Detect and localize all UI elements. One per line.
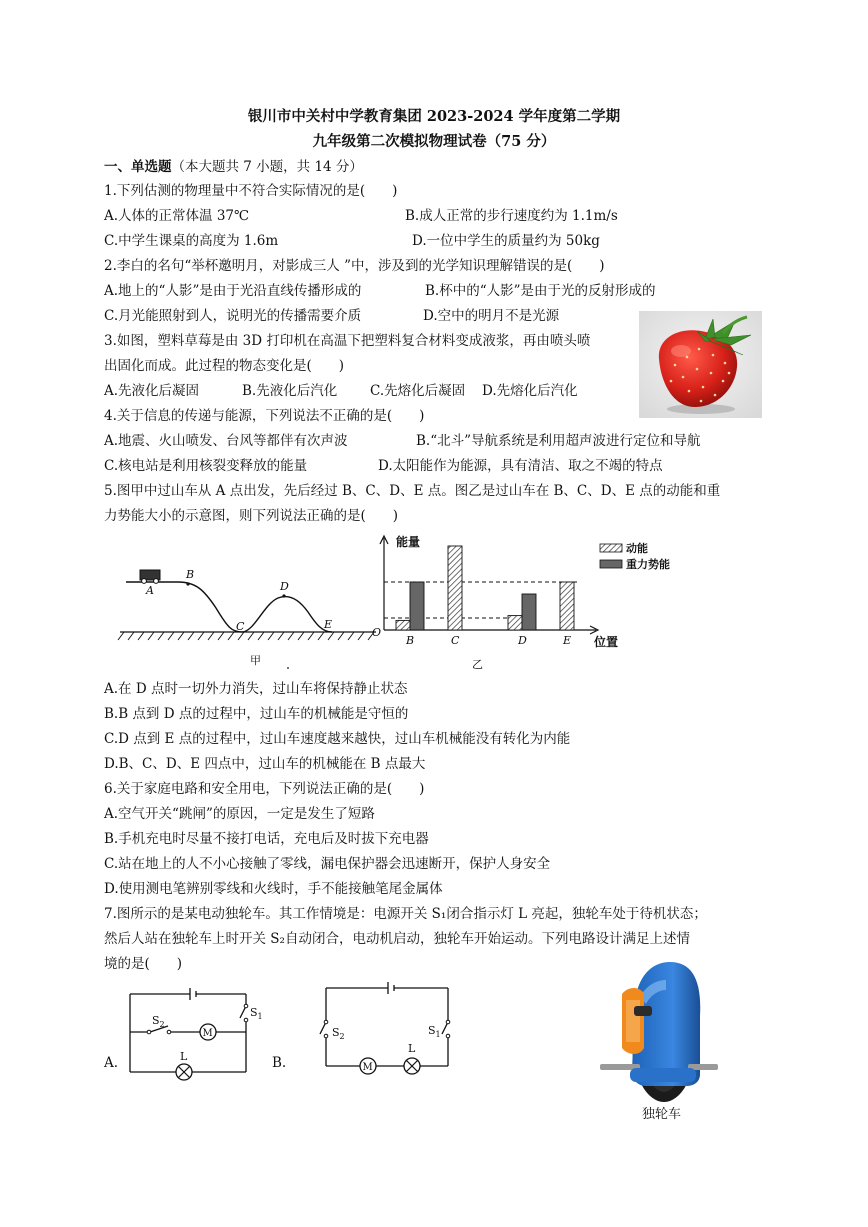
roller-coaster-figure <box>118 560 378 672</box>
unicycle-image <box>600 956 726 1124</box>
section-note: （本大题共 7 小题，共 14 分） <box>171 159 363 175</box>
origin-label: O <box>372 626 382 639</box>
energy-bar-chart <box>368 532 698 672</box>
bars-group <box>396 546 574 630</box>
q7-stem-line3: 境的是( ) <box>104 956 183 972</box>
x-axis-label: 位置 <box>594 635 619 649</box>
lamp-symbol-a <box>176 1064 192 1080</box>
q5-stem-line2: 力势能大小的示意图，则下列说法正确的是( ) <box>104 508 399 524</box>
figure-yi-caption: 乙 <box>472 658 483 671</box>
x-tick-D: D <box>518 634 527 647</box>
q1-option-d: D.一位中学生的质量约为 50kg <box>412 233 600 249</box>
q2-option-a: A.地上的“人影”是由于光沿直线传播形成的 <box>104 283 362 299</box>
q4-option-c: C.核电站是利用核裂变释放的能量 <box>104 458 308 474</box>
legend-potential-swatch <box>600 560 622 568</box>
q5-option-c: C.D 点到 E 点的过程中，过山车速度越来越快，过山车机械能没有转化为内能 <box>104 731 571 747</box>
q1-stem: 1.下列估测的物理量中不符合实际情况的是( ) <box>104 183 398 199</box>
point-a-label: A <box>146 584 154 597</box>
q6-option-c: C.站在地上的人不小心接触了零线，漏电保护器会迅速断开，保护人身安全 <box>104 856 551 872</box>
x-tick-B: B <box>406 634 415 647</box>
point-b-label: B <box>186 568 195 581</box>
q7-option-b-label: B. <box>272 1055 287 1071</box>
q3-stem-line1: 3.如图，塑料草莓是由 3D 打印机在高温下把塑料复合材料变成液浆，再由喷头喷 <box>104 333 591 349</box>
exam-title: 银川市中关村中学教育集团 2023-2024 学年度第二学期 <box>247 108 621 125</box>
point-e-label: E <box>324 618 333 631</box>
s1-label-a: $S_1$ <box>250 1006 263 1021</box>
q5-option-a: A.在 D 点时一切外力消失，过山车将保持静止状态 <box>104 681 408 697</box>
q5-stem-line1: 5.图甲中过山车从 A 点出发，先后经过 B、C、D、E 点。图乙是过山车在 B、C、D、E 点的动能和重 <box>104 483 721 499</box>
section-heading-label: 一、单选题 <box>104 159 172 175</box>
q7-option-a-label: A. <box>104 1055 119 1071</box>
section-heading <box>104 158 363 176</box>
motor-symbol-a <box>200 1024 216 1040</box>
motor-symbol-b <box>360 1058 376 1074</box>
figure-jia-caption: 甲 <box>250 654 261 667</box>
q7-stem-line2: 然后人站在独轮车上时开关 S₂自动闭合，电动机启动，独轮车开始运动。下列电路设计满足上述情 <box>104 931 690 947</box>
bar-potential-D <box>522 594 536 630</box>
q3-option-d: D.先熔化后汽化 <box>482 383 578 399</box>
track-curve <box>126 582 332 632</box>
unicycle-caption: 独轮车 <box>642 1107 682 1122</box>
legend-kinetic-label: 动能 <box>626 542 648 555</box>
l-label-b: L <box>408 1042 416 1055</box>
q4-option-a: A.地震、火山喷发、台风等都伴有次声波 <box>104 433 348 449</box>
y-axis-label: 能量 <box>396 535 421 549</box>
q1-option-a: A.人体的正常体温 37℃ <box>104 208 250 224</box>
exam-subtitle: 九年级第二次模拟物理试卷（75 分） <box>312 133 556 150</box>
l-label-a: L <box>180 1050 188 1063</box>
q4-stem: 4.关于信息的传递与能源，下列说法不正确的是( ) <box>104 408 425 424</box>
q4-option-b: B.“北斗”导航系统是利用超声波进行定位和导航 <box>416 433 701 449</box>
x-tick-labels <box>405 634 571 647</box>
legend-potential-label: 重力势能 <box>626 558 670 571</box>
bar-potential-B <box>410 582 424 630</box>
q2-stem: 2.李白的名句“举杯邀明月，对影成三人 ”中，涉及到的光学知识理解错误的是( ) <box>104 258 605 274</box>
q3-stem-line2: 出固化而成。此过程的物态变化是( ) <box>104 358 345 374</box>
legend-kinetic-swatch <box>600 544 622 552</box>
s1-label-b: $S_1$ <box>428 1024 441 1039</box>
circuit-diagram-b <box>316 980 466 1076</box>
s2-label-b: $S_2$ <box>332 1026 345 1041</box>
q1-option-c: C.中学生课桌的高度为 1.6m <box>104 233 279 249</box>
q3-option-b: B.先液化后汽化 <box>242 383 338 399</box>
bar-kinetic-E <box>560 582 574 630</box>
q6-option-d: D.使用测电笔辨别零线和火线时，手不能接触笔尾金属体 <box>104 881 443 897</box>
q2-option-c: C.月光能照射到人，说明光的传播需要介质 <box>104 308 362 324</box>
bar-kinetic-C <box>448 546 462 630</box>
svg-text:M: M <box>202 1028 213 1039</box>
q2-option-b: B.杯中的“人影”是由于光的反射形成的 <box>425 283 656 299</box>
x-tick-E: E <box>563 634 572 647</box>
q5-option-b: B.B 点到 D 点的过程中，过山车的机械能是守恒的 <box>104 706 409 722</box>
q2-option-d: D.空中的明月不是光源 <box>423 308 560 324</box>
bar-kinetic-D <box>508 616 522 630</box>
q6-stem: 6.关于家庭电路和安全用电，下列说法正确的是( ) <box>104 781 425 797</box>
lamp-symbol-b <box>404 1058 420 1074</box>
point-d-label: D <box>280 580 289 593</box>
q1-option-b: B.成人正常的步行速度约为 1.1m/s <box>405 208 618 224</box>
q7-stem-line1: 7.图所示的是某电动独轮车。其工作情境是：电源开关 S₁闭合指示灯 L 亮起，独轮车处于待机状态； <box>104 906 707 922</box>
x-tick-C: C <box>451 634 460 647</box>
circuit-diagram-a <box>122 984 262 1088</box>
ground-hatching <box>118 632 374 640</box>
strawberry-image <box>639 311 762 418</box>
q5-option-d: D.B、C、D、E 四点中，过山车的机械能在 B 点最大 <box>104 756 426 772</box>
q6-option-a: A.空气开关“跳闸”的原因，一定是发生了短路 <box>104 806 375 822</box>
q3-option-c: C.先熔化后凝固 <box>370 383 466 399</box>
q4-option-d: D.太阳能作为能源，具有清洁、取之不竭的特点 <box>378 458 663 474</box>
point-c-label: C <box>236 620 245 633</box>
bar-kinetic-B <box>396 620 410 630</box>
s2-label-a: $S_2$ <box>152 1014 165 1029</box>
q3-option-a: A.先液化后凝固 <box>104 383 200 399</box>
q6-option-b: B.手机充电时尽量不接打电话，充电后及时拔下充电器 <box>104 831 429 847</box>
svg-text:M: M <box>362 1062 373 1073</box>
